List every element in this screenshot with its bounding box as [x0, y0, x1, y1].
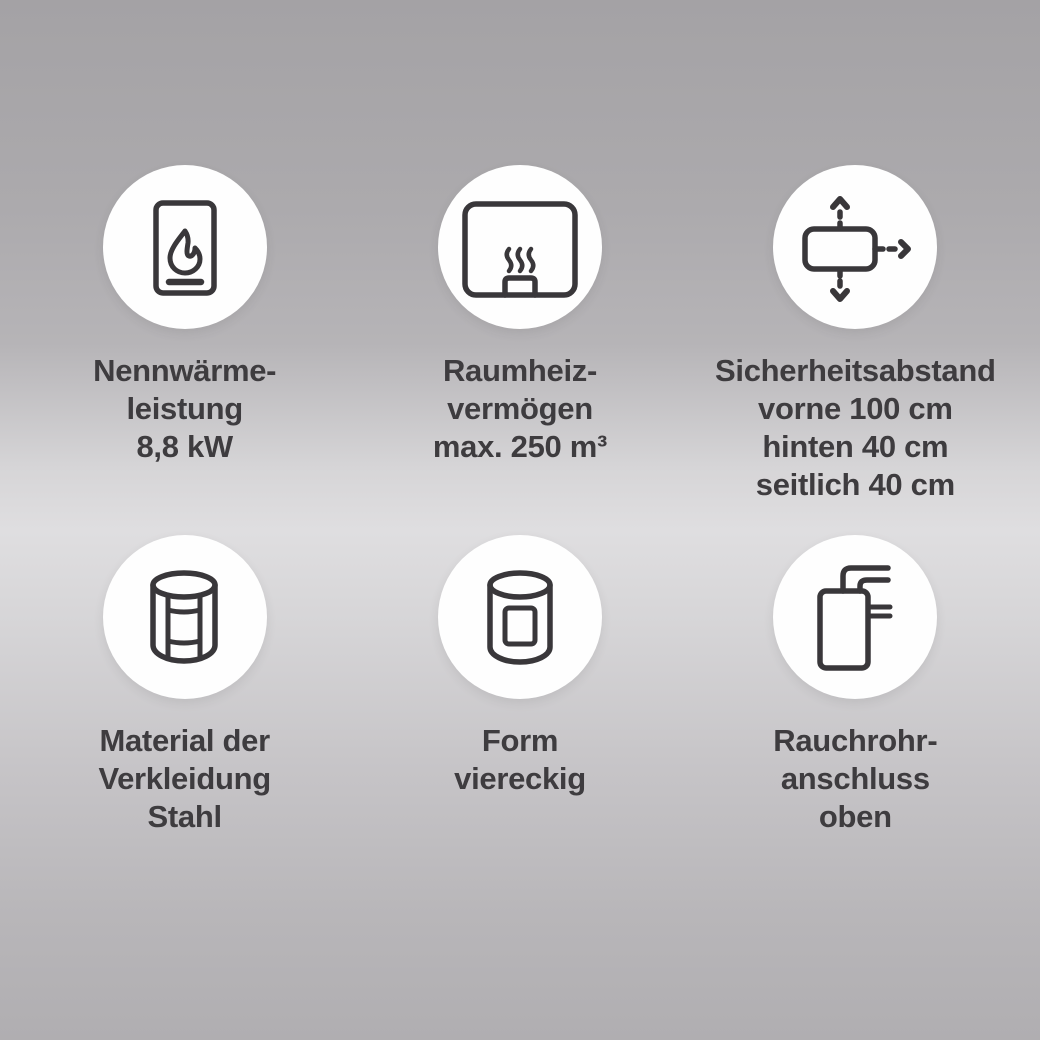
- feature-caption: [17, 722, 352, 836]
- feature-caption: [688, 722, 1023, 836]
- caption-line: oben: [818, 799, 892, 834]
- caption-line: seitlich 40 cm: [755, 467, 955, 502]
- room-heating-capacity-icon: [438, 165, 602, 329]
- caption-line: Raumheiz-: [442, 353, 598, 388]
- caption-line: Sicherheitsabstand: [715, 353, 996, 388]
- caption-line: Stahl: [147, 799, 222, 834]
- caption-line: Nennwärme-: [93, 353, 277, 388]
- flue-pipe-top-icon: [773, 535, 937, 699]
- icon-circle: [103, 165, 267, 329]
- caption-line: Material der: [99, 723, 270, 758]
- caption-line: Verkleidung: [98, 761, 271, 796]
- icon-circle: [773, 535, 937, 699]
- feature-form: [352, 535, 687, 905]
- feature-caption: [688, 352, 1023, 504]
- caption-line: Rauchrohr-: [773, 723, 938, 758]
- caption-line: Form: [481, 723, 559, 758]
- feature-rauchrohranschluss: [688, 535, 1023, 905]
- stove-door-flame-icon: [103, 165, 267, 329]
- feature-raumheizvermoegen: [352, 165, 687, 535]
- caption-line: vorne 100 cm: [758, 391, 953, 426]
- caption-line: leistung: [126, 391, 243, 426]
- feature-caption: [352, 352, 687, 466]
- feature-grid: [17, 165, 1023, 905]
- caption-line: anschluss: [780, 761, 930, 796]
- feature-caption: [17, 352, 352, 466]
- caption-line: vermögen: [447, 391, 593, 426]
- caption-line: 8,8 kW: [136, 429, 233, 464]
- caption-line: viereckig: [454, 761, 586, 796]
- feature-caption: [352, 722, 687, 798]
- icon-circle: [773, 165, 937, 329]
- caption-line: max. 250 m³: [432, 429, 608, 464]
- icon-circle: [438, 535, 602, 699]
- safety-distance-arrows-icon: [773, 165, 937, 329]
- caption-line: hinten 40 cm: [762, 429, 949, 464]
- feature-nennwaermeleistung: [17, 165, 352, 535]
- steel-cladding-cylinder-icon: [103, 535, 267, 699]
- square-shape-cylinder-icon: [438, 535, 602, 699]
- feature-sicherheitsabstand: [688, 165, 1023, 535]
- icon-circle: [438, 165, 602, 329]
- icon-circle: [103, 535, 267, 699]
- feature-material-verkleidung: [17, 535, 352, 905]
